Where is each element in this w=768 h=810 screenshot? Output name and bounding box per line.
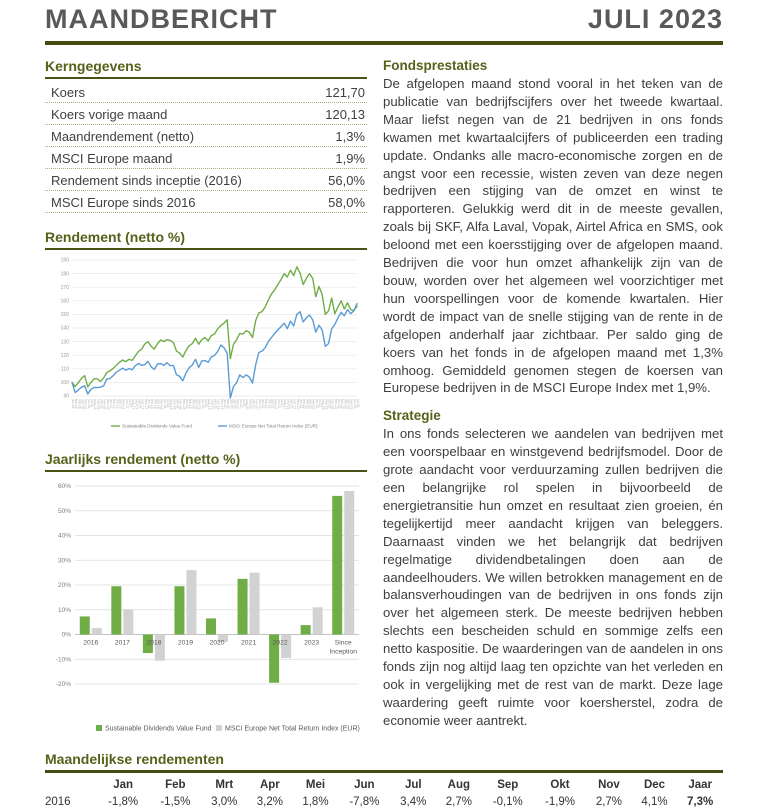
kern-label: Koers bbox=[45, 81, 304, 103]
line-x-tick-label: aug-22 bbox=[321, 399, 326, 410]
kern-label: MSCI Europe sinds 2016 bbox=[45, 191, 304, 213]
line-x-tick-label: nov-18 bbox=[178, 399, 183, 410]
line-x-tick-label: jan-17 bbox=[109, 399, 113, 409]
line-x-tick-label: feb-16 bbox=[74, 399, 79, 409]
line-x-tick-label: jun-20 bbox=[238, 399, 243, 409]
kerngegevens-row bbox=[45, 191, 367, 213]
strategie-heading: Strategie bbox=[383, 408, 441, 424]
line-x-tick-label: jul-18 bbox=[166, 399, 170, 408]
line-x-tick-label: dec-22 bbox=[333, 399, 338, 410]
line-x-tick-label: dec-18 bbox=[181, 399, 186, 410]
kerngegevens-row bbox=[45, 147, 367, 169]
line-x-tick-label: feb-21 bbox=[264, 399, 269, 409]
bar-y-tick-label: 30% bbox=[57, 557, 71, 565]
line-x-tick-label: jan-18 bbox=[147, 399, 151, 409]
bar-category-label: 2020 bbox=[209, 639, 225, 647]
bar-category-label: 2019 bbox=[177, 639, 194, 647]
line-x-tick-label: jun-22 bbox=[314, 399, 319, 409]
line-x-tick-label: nov-16 bbox=[102, 399, 107, 410]
right-column bbox=[383, 58, 723, 741]
line-x-tick-label: jul-19 bbox=[204, 399, 208, 408]
bar-category-label: 2021 bbox=[240, 639, 257, 647]
line-chart-svg bbox=[45, 252, 367, 430]
fund-bar bbox=[80, 616, 90, 634]
month-return-cell: 3,0% bbox=[211, 796, 238, 808]
annual-return-bar-chart bbox=[45, 474, 367, 741]
strategie-section bbox=[383, 408, 723, 729]
month-return-cell: -7,8% bbox=[349, 796, 380, 808]
kerngegevens-row bbox=[45, 81, 367, 103]
line-y-tick-label: 190 bbox=[60, 257, 69, 264]
kern-value: 120,13 bbox=[304, 103, 367, 125]
monthly-returns-table bbox=[45, 776, 723, 810]
report-period: JULI 2023 bbox=[587, 4, 723, 34]
line-x-tick-label: mei-20 bbox=[235, 399, 240, 410]
bar-y-tick-label: 60% bbox=[57, 483, 71, 491]
rendement-section bbox=[45, 229, 367, 435]
line-x-tick-label: sep-17 bbox=[134, 399, 139, 410]
cumulative-return-line-chart bbox=[45, 252, 367, 435]
rendement-heading: Rendement (netto %) bbox=[45, 229, 185, 245]
line-x-tick-label: jul-21 bbox=[280, 399, 284, 408]
maandelijkse-rule bbox=[45, 770, 723, 773]
bar-legend-label: MSCI Europe Net Total Return Index (EUR) bbox=[225, 725, 360, 733]
line-x-tick-label: mei-16 bbox=[83, 399, 88, 410]
month-column-header: Jul bbox=[404, 779, 422, 791]
line-x-tick-label: feb-23 bbox=[340, 399, 345, 409]
line-x-tick-label: jul-17 bbox=[128, 399, 132, 408]
line-x-tick-label: mrt-18 bbox=[153, 399, 158, 409]
month-return-cell: -1,9% bbox=[544, 796, 576, 808]
kern-value: 56,0% bbox=[304, 169, 367, 191]
line-x-tick-label: okt-20 bbox=[251, 399, 256, 409]
month-column-header: Nov bbox=[598, 779, 620, 791]
bar-category-label: 2018 bbox=[146, 639, 162, 647]
line-x-tick-label: nov-19 bbox=[216, 399, 221, 410]
jaarlijks-section bbox=[45, 451, 367, 741]
report-title: MAANDBERICHT bbox=[45, 4, 278, 34]
line-x-tick-label: jan-23 bbox=[337, 399, 341, 409]
fund-bar bbox=[332, 496, 342, 635]
bar-category-label: 2017 bbox=[114, 639, 130, 647]
line-x-tick-label: feb-20 bbox=[226, 399, 231, 409]
line-y-tick-label: 130 bbox=[60, 339, 69, 346]
line-x-tick-label: sep-18 bbox=[172, 399, 177, 410]
line-x-tick-label: jan-19 bbox=[185, 399, 189, 409]
kern-label: Koers vorige maand bbox=[45, 103, 304, 125]
bar-legend-label: Sustainable Dividends Value Fund bbox=[105, 725, 212, 733]
line-x-tick-label: okt-16 bbox=[99, 399, 104, 409]
line-y-tick-label: 180 bbox=[60, 271, 69, 278]
line-x-tick-label: jan-22 bbox=[299, 399, 303, 409]
line-x-tick-label: sep-16 bbox=[96, 399, 101, 410]
line-y-tick-label: 120 bbox=[60, 352, 69, 359]
line-x-tick-label: jul-20 bbox=[242, 399, 246, 408]
month-column-header: Apr bbox=[259, 779, 280, 791]
line-legend-label: Sustainable Dividends Value Fund bbox=[122, 423, 192, 429]
bar-y-tick-label: 10% bbox=[57, 606, 71, 614]
line-x-tick-label: dec-19 bbox=[219, 399, 224, 410]
line-x-tick-label: nov-22 bbox=[330, 399, 335, 410]
line-x-tick-label: aug-21 bbox=[283, 399, 288, 410]
bar-y-tick-label: 40% bbox=[57, 532, 71, 540]
month-column-header: Dec bbox=[643, 779, 666, 791]
jaarlijks-heading: Jaarlijks rendement (netto %) bbox=[45, 451, 241, 467]
kerngegevens-section bbox=[45, 58, 367, 213]
kerngegevens-row bbox=[45, 103, 367, 125]
line-y-tick-label: 100 bbox=[60, 380, 69, 387]
bar-category-label: Inception bbox=[329, 648, 358, 656]
line-x-tick-label: apr-17 bbox=[118, 399, 123, 409]
kern-label: MSCI Europe maand bbox=[45, 147, 304, 169]
line-x-tick-label: sep-22 bbox=[324, 399, 329, 410]
line-x-tick-label: aug-18 bbox=[169, 399, 174, 410]
index-bar bbox=[344, 491, 354, 635]
kerngegevens-table bbox=[45, 81, 367, 213]
kern-value: 58,0% bbox=[304, 191, 367, 213]
fondsprestaties-text: De afgelopen maand stond vooral in het teken van de publicatie van bedrijfscijfers over het tweede kwartaal. Maar liefst negen van de 21 bedrijven in ons fonds kwamen met kwartaalcijfers of publiceerden een trading update. Ondanks alle macro-economische zorgen en de angst voor een recessie, wisten zeven van deze negen bedrijven een stijging van de omzet en winst te rapporteren. Gelukkig werd dit in de meeste gevallen, zoals bij SKF, Alfa Laval, Vopak, Airtel Africa en SMS, ook beloond met een koersstijging over de afgelopen maand. Bedrijven die voor hun omzet afhankelijk zijn van de bouw, worden over het algemeen wel voorzichtiger met hun voorspellingen voor de komende kwartalen. Hier wordt de impact van de snelle stijging van de rente in de afgelopen anderhalf jaar zichtbaar. Per saldo ging de koers van het fonds in de afgelopen maand met 1,3% omhoog. Gemiddeld genomen stegen de koersen van Europese bedrijven in de MSCI Europe Index met 1,9%. bbox=[383, 76, 723, 396]
header-rule bbox=[45, 41, 723, 45]
bar-y-tick-label: 20% bbox=[57, 582, 71, 590]
line-y-tick-label: 110 bbox=[61, 366, 69, 373]
line-x-tick-label: aug-19 bbox=[207, 399, 212, 410]
line-y-tick-label: 160 bbox=[60, 298, 69, 305]
line-x-tick-label: apr-20 bbox=[232, 399, 237, 409]
month-column-header: Feb bbox=[165, 779, 186, 791]
month-column-header bbox=[45, 776, 97, 793]
line-x-tick-label: dec-20 bbox=[257, 399, 262, 410]
line-legend-label: MSCI Europe Net Total Return Index (EUR) bbox=[229, 423, 318, 429]
month-column-header: Mei bbox=[305, 779, 326, 791]
month-return-cell: 2,7% bbox=[445, 796, 472, 808]
line-x-tick-label: mei-17 bbox=[121, 399, 126, 410]
line-x-tick-label: okt-17 bbox=[137, 399, 142, 409]
line-x-tick-label: mrt-17 bbox=[115, 399, 120, 409]
line-x-tick-label: aug-17 bbox=[131, 399, 136, 410]
month-return-cell: 4,1% bbox=[641, 796, 668, 808]
line-x-tick-label: nov-21 bbox=[292, 399, 297, 410]
line-x-tick-label: sep-21 bbox=[286, 399, 291, 410]
fondsprestaties-section bbox=[383, 58, 723, 397]
line-x-tick-label: mrt-19 bbox=[191, 399, 196, 409]
fund-bar bbox=[206, 618, 216, 634]
kern-value: 1,3% bbox=[304, 125, 367, 147]
index-bar bbox=[186, 570, 196, 634]
line-x-tick-label: dec-17 bbox=[143, 399, 148, 410]
line-x-tick-label: apr-21 bbox=[270, 399, 275, 409]
line-x-tick-label: sep-20 bbox=[248, 399, 253, 410]
line-x-tick-label: aug-16 bbox=[93, 399, 98, 410]
line-x-tick-label: okt-19 bbox=[213, 399, 218, 409]
line-x-tick-label: nov-20 bbox=[254, 399, 259, 410]
line-x-tick-label: feb-17 bbox=[112, 399, 117, 409]
index-bar bbox=[155, 635, 165, 661]
month-column-header: Aug bbox=[447, 779, 471, 791]
kern-value: 121,70 bbox=[304, 81, 367, 103]
maandelijkse-section bbox=[45, 751, 723, 810]
index-bar bbox=[123, 609, 133, 634]
month-column-header: Okt bbox=[550, 779, 570, 791]
left-column bbox=[45, 58, 367, 741]
line-x-tick-label: apr-22 bbox=[308, 399, 313, 409]
fund-bar bbox=[238, 579, 248, 635]
line-x-tick-label: dec-21 bbox=[295, 399, 300, 410]
bar-y-tick-label: 0% bbox=[61, 631, 71, 639]
line-x-tick-label: jun-23 bbox=[352, 399, 357, 409]
line-x-tick-label: okt-21 bbox=[289, 399, 294, 409]
line-x-tick-label: feb-22 bbox=[302, 399, 307, 409]
rendement-rule bbox=[45, 248, 367, 250]
line-x-tick-label: nov-17 bbox=[140, 399, 145, 410]
index-bar bbox=[92, 628, 102, 634]
line-x-tick-label: mei-22 bbox=[311, 399, 316, 410]
line-x-tick-label: okt-22 bbox=[327, 399, 332, 409]
kern-value: 1,9% bbox=[304, 147, 367, 169]
jaarlijks-rule bbox=[45, 470, 367, 472]
line-x-tick-label: jul-16 bbox=[90, 399, 94, 408]
month-return-cell: -0,1% bbox=[492, 796, 523, 808]
line-y-tick-label: 90 bbox=[63, 393, 69, 400]
year-cell: 2016 bbox=[45, 796, 71, 808]
kerngegevens-row bbox=[45, 125, 367, 147]
month-column-header: Jun bbox=[354, 779, 375, 791]
year-total-cell: 7,3% bbox=[687, 796, 714, 808]
line-y-tick-label: 170 bbox=[60, 284, 69, 291]
index-bar bbox=[250, 573, 260, 635]
line-x-tick-label: mrt-23 bbox=[343, 399, 348, 409]
line-x-tick-label: sep-19 bbox=[210, 399, 215, 410]
line-x-tick-label: jul-22 bbox=[318, 399, 322, 408]
line-x-tick-label: jun-21 bbox=[276, 399, 281, 409]
line-x-tick-label: mei-23 bbox=[349, 399, 354, 410]
bar-category-label: 2023 bbox=[304, 639, 320, 647]
bar-chart-svg bbox=[45, 474, 367, 736]
month-return-cell: 2,7% bbox=[595, 796, 623, 808]
line-x-tick-label: jun-16 bbox=[86, 399, 91, 409]
line-x-tick-label: mrt-22 bbox=[305, 399, 310, 409]
line-x-tick-label: apr-23 bbox=[346, 399, 351, 409]
month-return-cell: -1,5% bbox=[160, 796, 191, 808]
line-x-tick-label: dec-16 bbox=[105, 399, 110, 410]
bar-y-tick-label: 50% bbox=[57, 507, 71, 515]
kern-label: Maandrendement (netto) bbox=[45, 125, 304, 147]
line-x-tick-label: jan-16 bbox=[71, 399, 75, 409]
maandelijkse-heading: Maandelijkse rendementen bbox=[45, 751, 224, 767]
fund-bar bbox=[174, 586, 184, 634]
line-x-tick-label: jun-17 bbox=[124, 399, 129, 409]
kerngegevens-row bbox=[45, 169, 367, 191]
line-x-tick-label: mrt-21 bbox=[267, 399, 272, 409]
month-return-cell: 3,4% bbox=[400, 796, 427, 808]
line-x-tick-label: jun-19 bbox=[200, 399, 205, 409]
bar-category-label: 2016 bbox=[83, 639, 99, 647]
strategie-text: In ons fonds selecteren we aandelen van bedrijven met een voorspelbaar en winstgevend bedrijfsmodel. Door de grote aandacht voor verduurzaming zullen bedrijven die een belangrijke rol spelen in bijvoorbeeld de energietransitie hun omzet en resultaat zien groeien, én tegelijkertijd meer aandacht krijgen van beleggers. Daarnaast vinden we het belangrijk dat bedrijven regelmatige dividendbetalingen doen aan de aandeelhouders. We willen betrokken management en de balansverhoudingen van de bedrijven in ons fonds zijn over het algemeen sterk. De meeste bedrijven hebben slechts een bescheiden schuld en sommige zelfs een netto kaspositie. De waarderingen van de aandelen in ons fonds zijn nog altijd laag ten opzichte van het verleden en ook in vergelijking met de rest van de markt. Deze lage waardering geeft ruimte voor koersherstel, zodra de economie weer aantrekt. bbox=[383, 426, 723, 728]
index-bar bbox=[313, 607, 323, 634]
line-x-tick-label: mrt-16 bbox=[77, 399, 82, 409]
line-x-tick-label: apr-16 bbox=[80, 399, 85, 409]
line-x-tick-label: jun-18 bbox=[162, 399, 167, 409]
line-x-tick-label: aug-20 bbox=[245, 399, 250, 410]
line-y-tick-label: 140 bbox=[60, 325, 69, 332]
line-x-tick-label: apr-18 bbox=[156, 399, 161, 409]
month-return-cell: 1,8% bbox=[302, 796, 329, 808]
month-column-header: Jaar bbox=[688, 779, 712, 791]
line-x-tick-label: apr-19 bbox=[194, 399, 199, 409]
line-y-tick-label: 150 bbox=[60, 312, 69, 319]
month-return-cell: 3,2% bbox=[256, 796, 283, 808]
line-x-tick-label: jul-23 bbox=[356, 399, 360, 408]
bar-category-label: Since bbox=[334, 639, 352, 647]
kerngegevens-rule bbox=[45, 77, 367, 79]
line-x-tick-label: mei-18 bbox=[159, 399, 164, 410]
line-x-tick-label: mei-19 bbox=[197, 399, 202, 410]
line-series bbox=[72, 304, 357, 399]
monthly-returns-row bbox=[45, 793, 723, 810]
bar-category-label: 2022 bbox=[272, 639, 288, 647]
month-column-header: Jan bbox=[113, 779, 134, 791]
kern-label: Rendement sinds inceptie (2016) bbox=[45, 169, 304, 191]
kerngegevens-heading: Kerngegevens bbox=[45, 58, 142, 74]
fondsprestaties-heading: Fondsprestaties bbox=[383, 58, 488, 73]
month-column-header: Mrt bbox=[215, 779, 234, 791]
bar-y-tick-label: -20% bbox=[55, 681, 71, 689]
line-x-tick-label: mei-21 bbox=[273, 399, 278, 410]
report-header bbox=[45, 4, 723, 35]
fund-bar bbox=[301, 625, 311, 634]
line-x-tick-label: mrt-20 bbox=[229, 399, 234, 409]
line-x-tick-label: okt-18 bbox=[175, 399, 180, 409]
line-x-tick-label: jan-21 bbox=[261, 399, 265, 409]
line-x-tick-label: feb-19 bbox=[188, 399, 193, 409]
bar-y-tick-label: -10% bbox=[55, 656, 71, 664]
line-x-tick-label: feb-18 bbox=[150, 399, 155, 409]
line-x-tick-label: jan-20 bbox=[223, 399, 227, 409]
month-column-header: Sep bbox=[497, 779, 519, 791]
month-return-cell: -1,8% bbox=[108, 796, 139, 808]
fund-bar bbox=[111, 586, 121, 634]
